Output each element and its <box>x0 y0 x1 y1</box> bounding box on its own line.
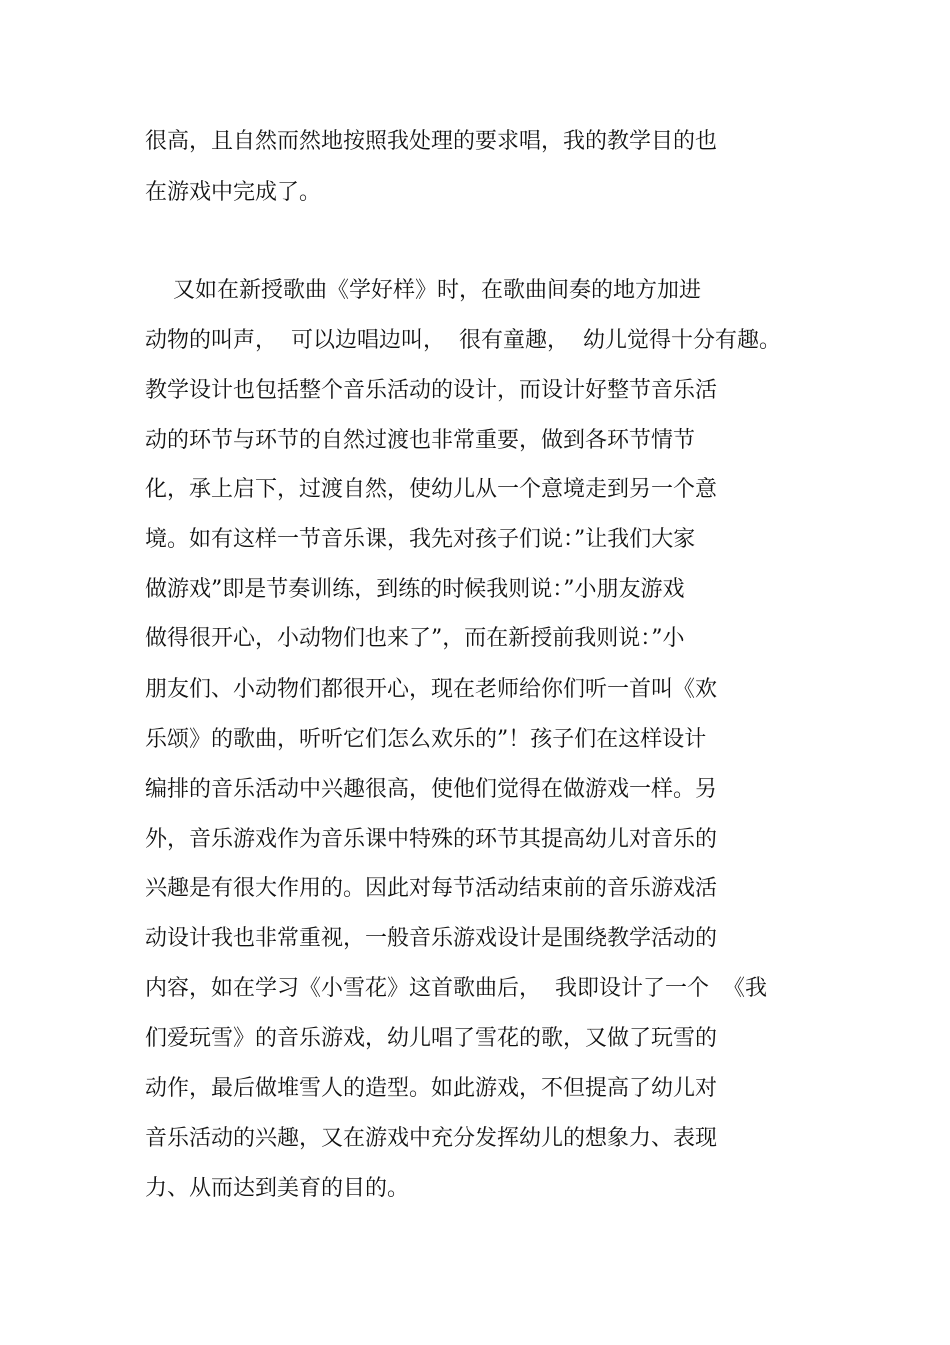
text-line: 朋友们、小动物们都很开心，现在老师给你们听一首叫《欢 <box>145 677 718 702</box>
text-line: 们爱玩雪》的音乐游戏，幼儿唱了雪花的歌，又做了玩雪的 <box>145 1026 718 1051</box>
text-line: 教学设计也包括整个音乐活动的设计，而设计好整节音乐活 <box>145 378 718 403</box>
text-line: 动作，最后做堆雪人的造型。如此游戏，不但提高了幼儿对 <box>145 1076 718 1101</box>
text-line: 兴趣是有很大作用的。因此对每节活动结束前的音乐游戏活 <box>145 876 718 901</box>
text-line: 做游戏”即是节奏训练，到练的时候我则说：”小朋友游戏 <box>145 577 685 602</box>
text-line: 动物的叫声， 可以边唱边叫， 很有童趣， 幼儿觉得十分有趣。 <box>145 328 781 353</box>
text-line: 动设计我也非常重视，一般音乐游戏设计是围绕教学活动的 <box>145 926 718 951</box>
text-line: 化，承上启下，过渡自然，使幼儿从一个意境走到另一个意 <box>145 477 718 502</box>
text-line: 力、从而达到美育的目的。 <box>145 1176 410 1201</box>
text-line: 动的环节与环节的自然过渡也非常重要，做到各环节情节 <box>145 428 696 453</box>
text-line: 很高，且自然而然地按照我处理的要求唱，我的教学目的也 <box>145 129 718 154</box>
text-line: 在游戏中完成了。 <box>145 180 322 205</box>
text-line: 外，音乐游戏作为音乐课中特殊的环节其提高幼儿对音乐的 <box>145 827 718 852</box>
text-line: 又如在新授歌曲《学好样》时，在歌曲间奏的地方加进 <box>145 278 701 303</box>
text-line: 乐颂》的歌曲，听听它们怎么欢乐的”！孩子们在这样设计 <box>145 727 707 752</box>
text-line: 境。如有这样一节音乐课，我先对孩子们说：”让我们大家 <box>145 527 696 552</box>
text-line: 做得很开心，小动物们也来了”，而在新授前我则说：”小 <box>145 626 685 651</box>
text-line: 内容，如在学习《小雪花》这首歌曲后， 我即设计了一个 《我 <box>145 976 767 1001</box>
text-line: 编排的音乐活动中兴趣很高，使他们觉得在做游戏一样。另 <box>145 777 718 802</box>
text-line: 音乐活动的兴趣，又在游戏中充分发挥幼儿的想象力、表现 <box>145 1126 718 1151</box>
